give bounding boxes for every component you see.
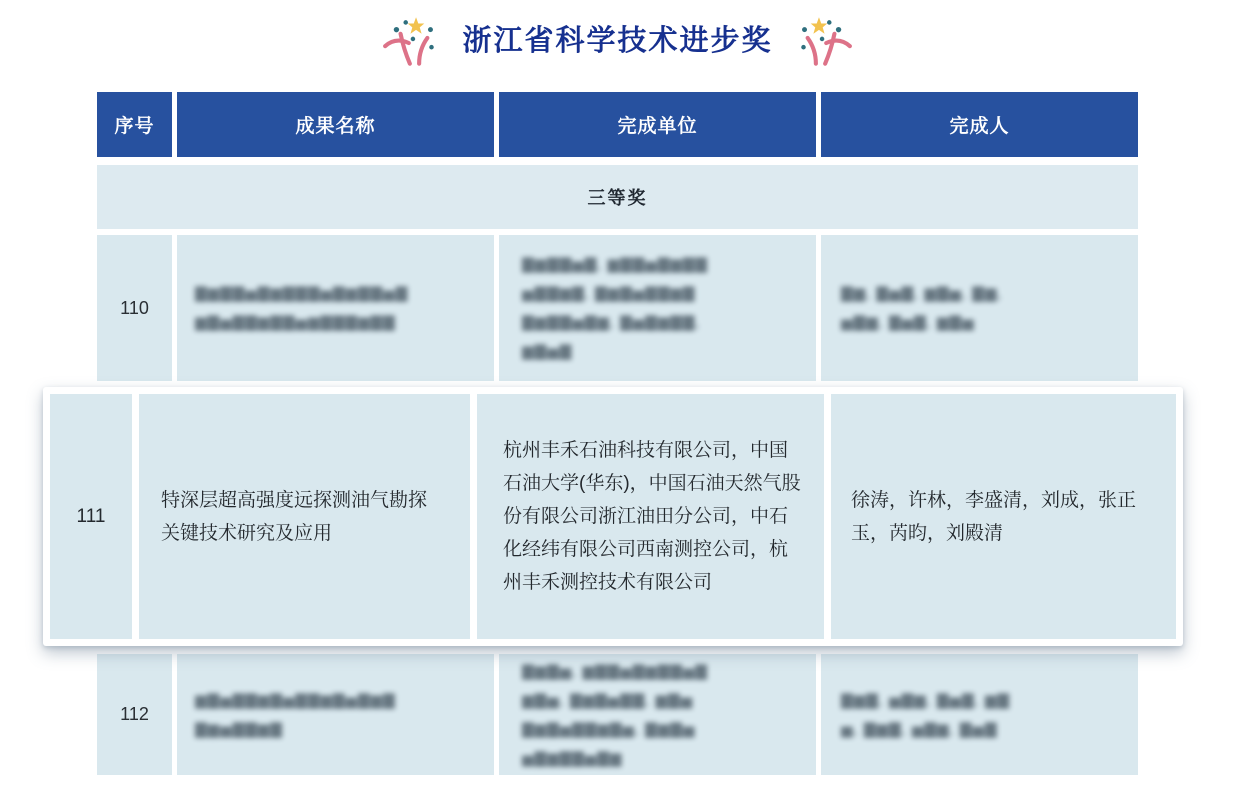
row-unit-cell — [477, 394, 824, 639]
row-person-cell — [821, 235, 1138, 381]
row-serial: 111 — [50, 394, 132, 639]
fireworks-icon — [787, 16, 853, 66]
page-title: 浙江省科学技术进步奖 — [462, 25, 773, 57]
awards-table — [76, 92, 1138, 775]
header-serial: 序号 — [97, 92, 172, 157]
row-serial: 110 — [97, 235, 172, 381]
title-row — [0, 12, 1235, 70]
highlighted-row-card — [43, 387, 1183, 646]
header-name: 成果名称 — [177, 92, 494, 157]
achievement-name: 特深层超高强度远探测油气勘探关键技术研究及应用 — [161, 489, 428, 544]
redacted-text: ▇▆▇, ▅▇▆, ▇▅▇, ▆▇ ▅, ▇▆▇, ▅▇▆, ▇▅▇ — [841, 691, 1010, 738]
fireworks-icon — [382, 16, 448, 66]
redacted-text: ▇▆, ▇▅▇, ▆▇▅, ▇▆, ▅▇▆, ▇▅▇, ▆▇▅ — [841, 285, 1003, 331]
row-unit-cell — [499, 654, 816, 775]
header-unit: 完成单位 — [499, 92, 816, 157]
row-name-cell — [139, 394, 470, 639]
table-header-row — [97, 92, 1138, 157]
row-serial: 112 — [97, 654, 172, 775]
redacted-text: ▇▆▇▇▅▇, ▆▇▇▅▇▆▇▇ ▅▇▇▆▇, ▇▆▇▅▇▇▆▇ ▇▆▇▇▅▇▆, ▇▅▇▆▇▇, ▆▇▅▇ — [522, 256, 708, 360]
redacted-text: ▇▆▇▅, ▆▇▇▅▇▆▇▇▅▇ ▆▇▅, ▇▆▇▅▇▇, ▆▇▅ ▇▆▇▅▇▇▆▇▅, ▇▆▇▅ ▅▇▆▇▇▅▇▆ — [522, 662, 708, 767]
row-person-cell — [821, 654, 1138, 775]
section-band-third-prize: 三等奖 — [97, 165, 1138, 229]
completing-units: 杭州丰禾石油科技有限公司，中国石油大学(华东)，中国石油天然气股份有限公司浙江油田分公司，中石化经纬有限公司西南测控公司，杭州丰禾测控技术有限公司 — [503, 440, 801, 593]
row-name-cell — [177, 654, 494, 775]
table-row — [97, 235, 1138, 381]
row-unit-cell — [499, 235, 816, 381]
row-person-cell — [831, 394, 1176, 639]
completing-persons: 徐涛，许林，李盛清，刘成，张正玉，芮昀，刘殿清 — [851, 489, 1137, 544]
row-name-cell — [177, 235, 494, 381]
table-row — [97, 654, 1138, 775]
redacted-text: ▆▇▅▇▇▆▇▅▇▇▆▇▅▇▆▇ ▇▆▅▇▇▆▇ — [195, 691, 396, 738]
redacted-text: ▇▆▇▇▅▇▆▇▇▇▅▇▆▇▇▅▇ ▆▇▅▇▇▆▇▇▅▆▇▇▇▆▇▇ — [195, 285, 409, 331]
header-person: 完成人 — [821, 92, 1138, 157]
